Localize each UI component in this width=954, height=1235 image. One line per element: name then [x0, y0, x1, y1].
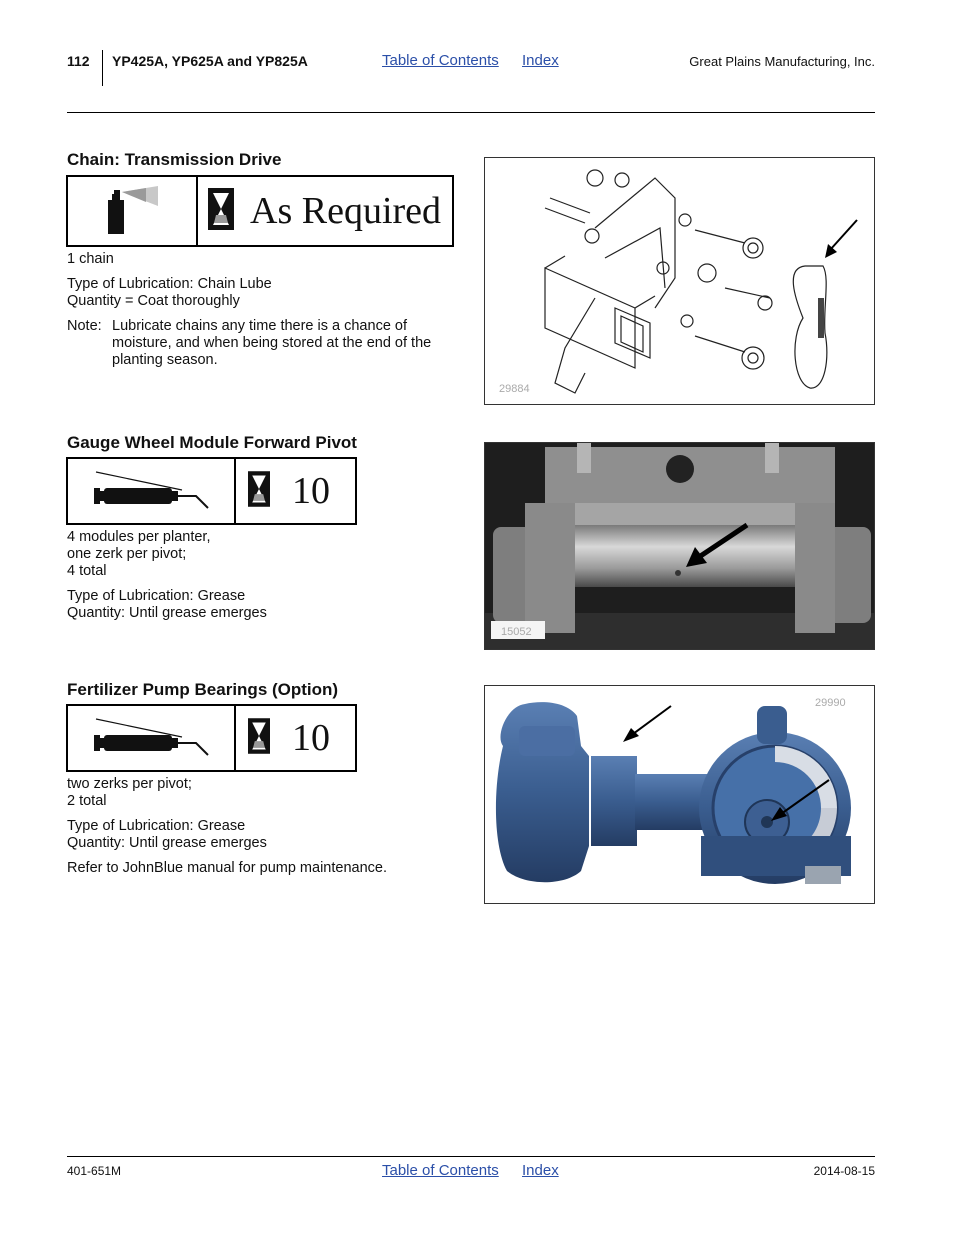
pump-count-line-1: two zerks per pivot;	[67, 776, 192, 792]
model-title: YP425A, YP625A and YP825A	[112, 53, 308, 69]
grease-gun-icon	[68, 459, 236, 523]
company-name: Great Plains Manufacturing, Inc.	[689, 54, 875, 69]
fertilizer-pump-photo	[485, 686, 875, 904]
hourglass-icon	[248, 718, 270, 759]
chain-lube-type: Type of Lubrication: Chain Lube	[67, 276, 272, 292]
chain-lube-quantity: Quantity = Coat thoroughly	[67, 293, 240, 309]
spray-can-icon	[68, 177, 198, 245]
gauge-count-line-1: 4 modules per planter,	[67, 529, 211, 545]
lube-box-gauge-wheel	[66, 457, 357, 525]
lube-box-chain	[66, 175, 454, 247]
gauge-lube-type: Type of Lubrication: Grease	[67, 588, 246, 604]
pump-count-line-2: 2 total	[67, 793, 107, 809]
transmission-exploded-diagram	[485, 158, 875, 405]
pump-lube-type: Type of Lubrication: Grease	[67, 818, 246, 834]
footer-rule	[67, 1156, 875, 1157]
note-text: Lubricate chains any time there is a chance of moisture, and when being stored at the end of the planting season.	[112, 318, 432, 368]
grease-gun-icon	[68, 706, 236, 770]
pump-lube-quantity: Quantity: Until grease emerges	[67, 835, 267, 851]
figure-number-29884: 29884	[499, 383, 530, 395]
toc-link-top[interactable]: Table of Contents	[382, 52, 499, 69]
index-link-top[interactable]: Index	[522, 52, 559, 69]
note-label: Note:	[67, 318, 102, 334]
figure-number-29990: 29990	[815, 697, 846, 709]
interval-hours: 10	[292, 470, 330, 512]
figure-number-15052: 15052	[501, 626, 532, 638]
gauge-count-line-2: one zerk per pivot;	[67, 546, 187, 562]
page-number: 112	[67, 53, 90, 69]
doc-number: 401-651M	[67, 1164, 122, 1178]
gauge-count-line-3: 4 total	[67, 563, 107, 579]
section-title-fertilizer-pump: Fertilizer Pump Bearings (Option)	[67, 680, 339, 699]
section-title-gauge-wheel: Gauge Wheel Module Forward Pivot	[67, 433, 357, 452]
interval-as-required: As Required	[250, 190, 442, 232]
publish-date: 2014-08-15	[813, 1164, 875, 1178]
toc-link-bottom[interactable]: Table of Contents	[382, 1162, 499, 1179]
hourglass-icon	[208, 188, 234, 235]
gauge-wheel-pivot-photo	[485, 443, 875, 650]
chain-count: 1 chain	[67, 251, 114, 267]
hourglass-icon	[248, 471, 270, 512]
header-divider	[102, 50, 103, 86]
header-rule	[67, 112, 875, 113]
pump-manual-reference: Refer to JohnBlue manual for pump maintenance.	[67, 860, 387, 876]
figure-gauge-wheel-pivot	[484, 442, 875, 650]
interval-hours: 10	[292, 717, 330, 759]
figure-fertilizer-pump	[484, 685, 875, 904]
chain-note	[67, 318, 462, 369]
gauge-lube-quantity: Quantity: Until grease emerges	[67, 605, 267, 621]
index-link-bottom[interactable]: Index	[522, 1162, 559, 1179]
lube-box-fertilizer-pump	[66, 704, 357, 772]
figure-chain-drive	[484, 157, 875, 405]
section-title-chain: Chain: Transmission Drive	[67, 150, 282, 169]
